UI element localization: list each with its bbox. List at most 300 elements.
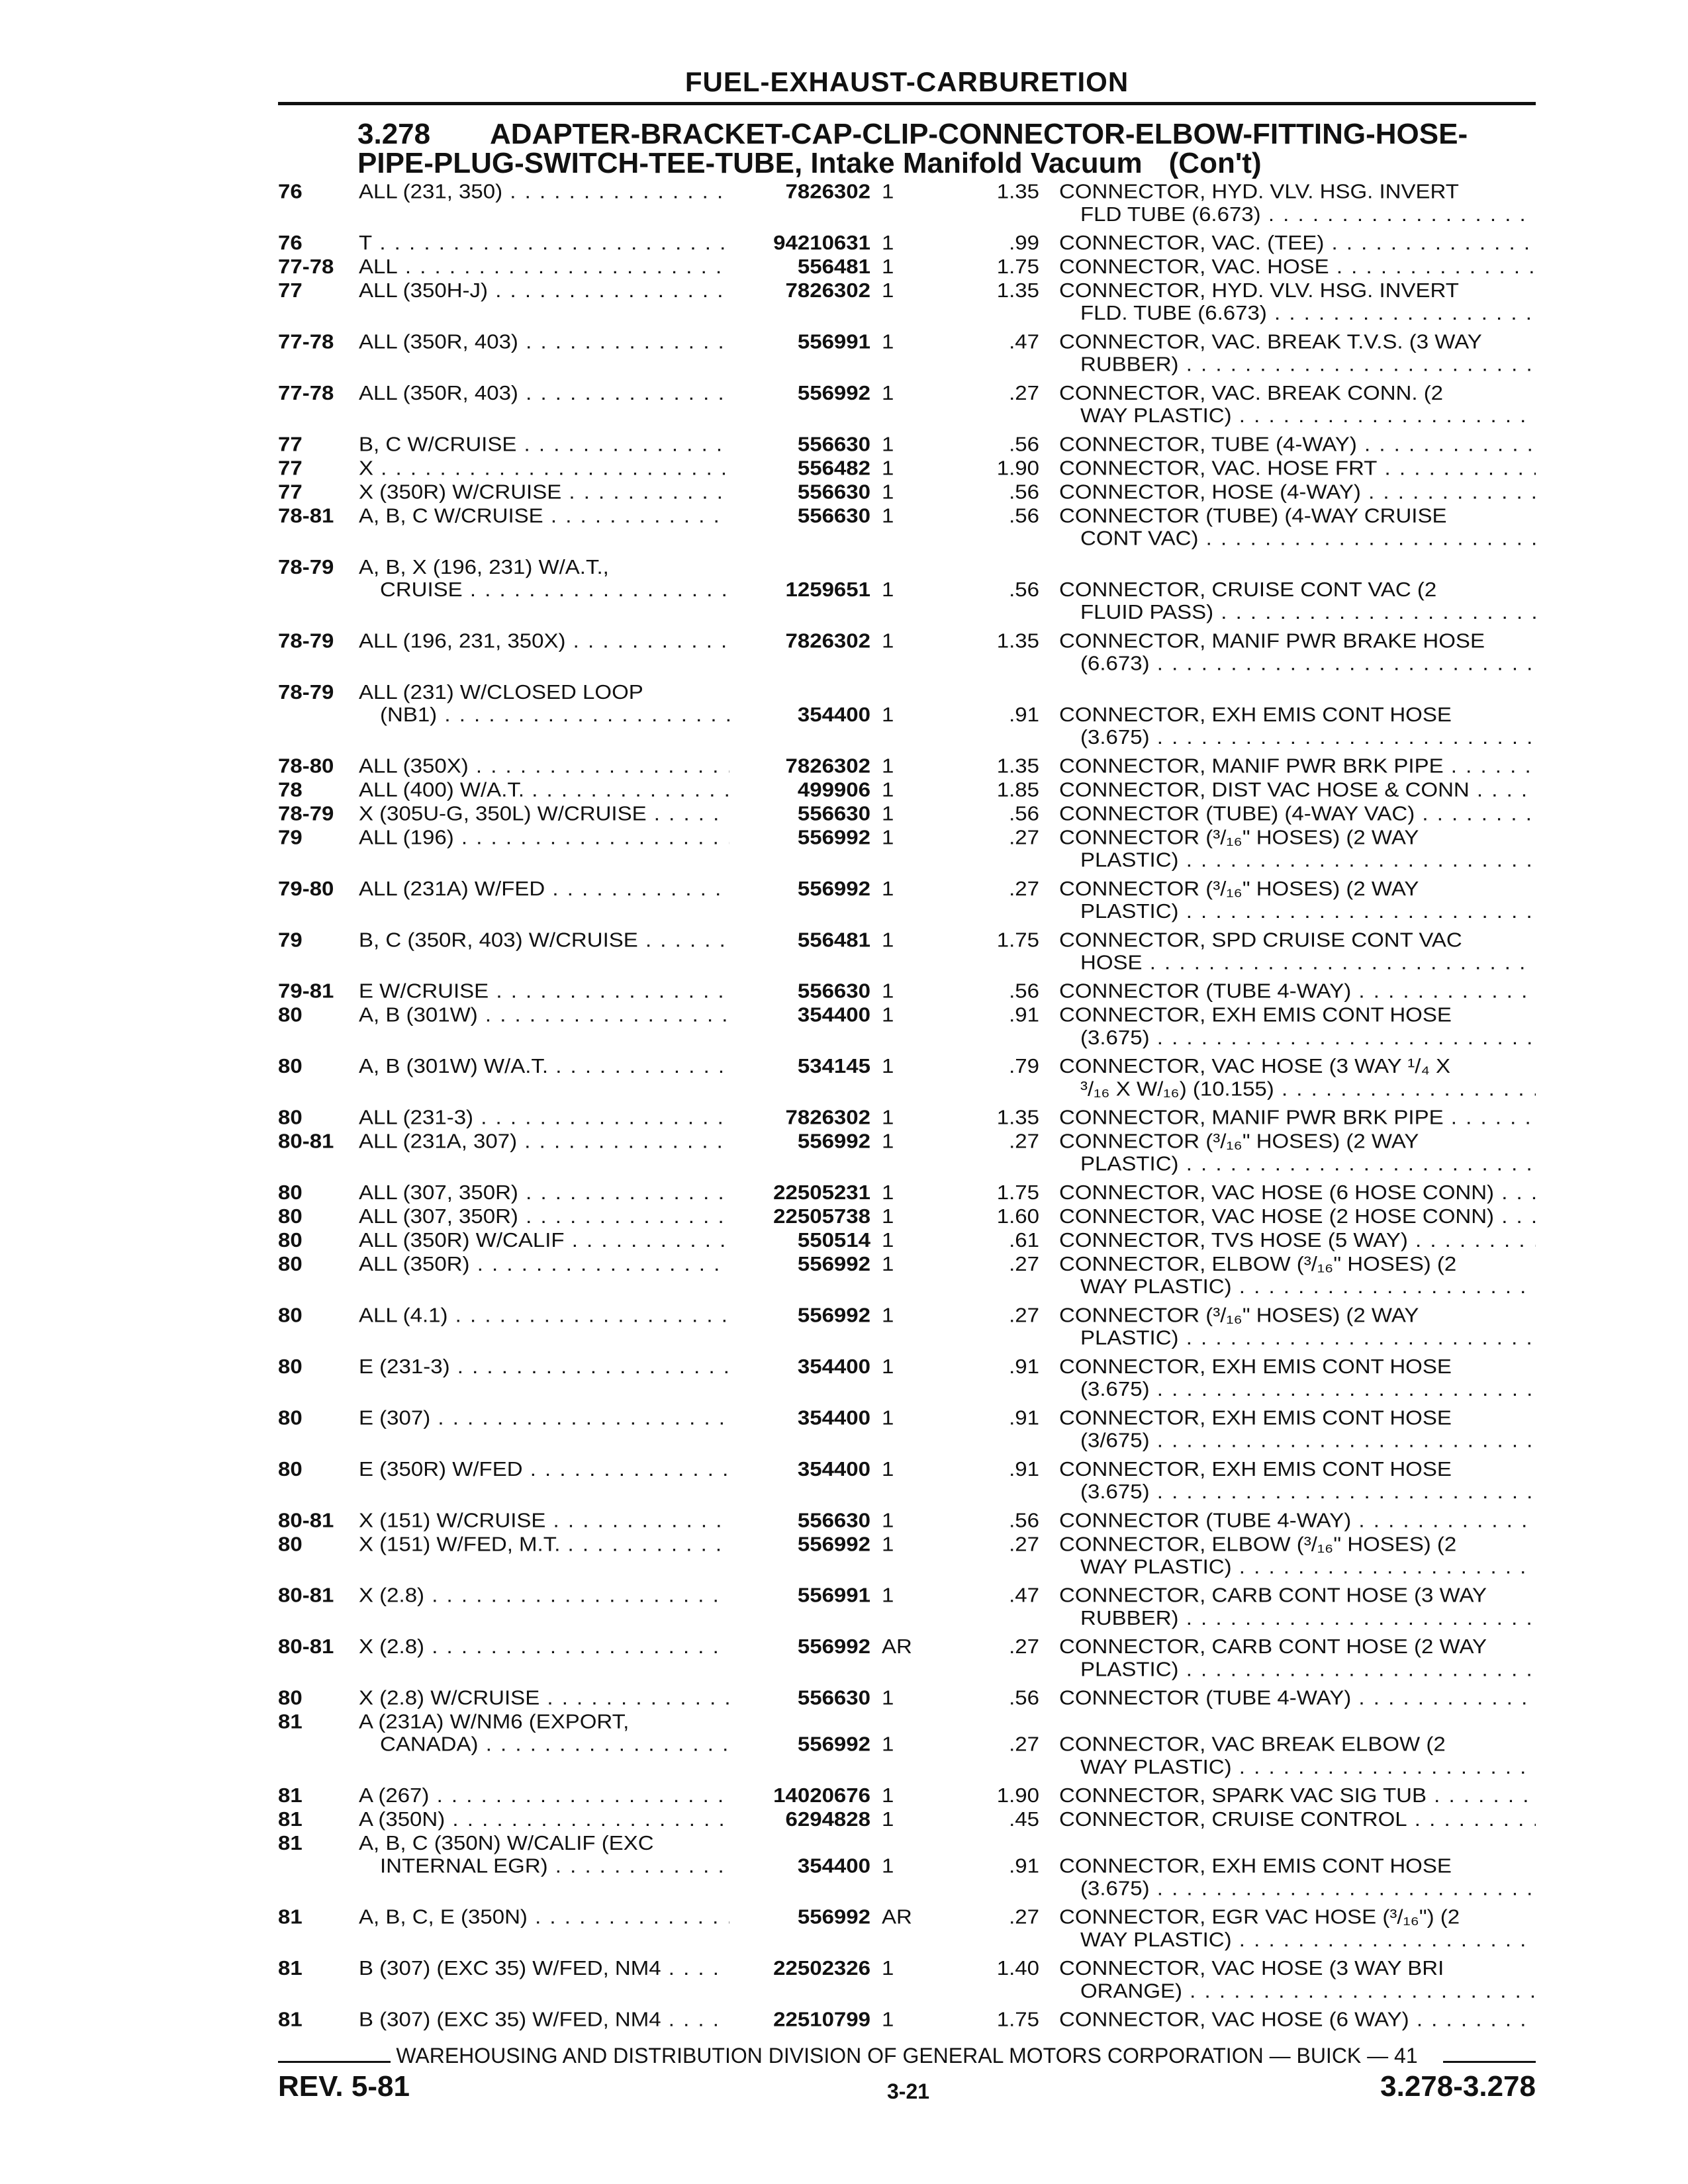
table-row [278, 1355, 1536, 1400]
description-line2: CONT VAC) . . . [1059, 527, 1536, 549]
price: .47 [1009, 330, 1039, 353]
description-line1: CONNECTOR (TUBE 4-WAY) . . . [1059, 1509, 1536, 1531]
table-row [278, 1252, 1536, 1297]
part-number: 7826302 [785, 279, 870, 302]
price: 1.75 [996, 1181, 1039, 1204]
year-cell: 81 [278, 1784, 303, 1807]
table-row [278, 754, 1536, 777]
description-line2: RUBBER) . . . [1059, 353, 1536, 375]
price: .27 [1009, 1129, 1039, 1153]
quantity: 1 [882, 504, 894, 527]
application-line1: X . . . [359, 457, 729, 479]
table-row [278, 1808, 1536, 1831]
quantity: 1 [882, 1355, 894, 1378]
application-line1: E (350R) W/FED . . . [359, 1457, 729, 1480]
application-line1: X (350R) W/CRUISE . . . [359, 480, 729, 503]
description-cell [1059, 1584, 1536, 1629]
year-cell: 80 [278, 1532, 303, 1555]
application-line1: E (307) . . . [359, 1406, 729, 1429]
description-line1: CONNECTOR, VAC HOSE (2 HOSE CONN) . . . [1059, 1205, 1536, 1227]
quantity: 1 [882, 754, 894, 777]
description-line1: CONNECTOR, HOSE (4-WAY) . . . [1059, 480, 1536, 503]
quantity: 1 [882, 778, 894, 801]
description-cell [1059, 1130, 1536, 1175]
description-line2: (6.673) . . . [1059, 652, 1536, 674]
year-cell: 78-80 [278, 754, 334, 777]
part-number: 556992 [797, 877, 870, 900]
price: .56 [1009, 1508, 1039, 1531]
description-cell [1059, 929, 1536, 974]
application-line1: ALL (196) . . . [359, 826, 729, 848]
description-cell [1059, 1355, 1536, 1400]
description-cell [1059, 877, 1536, 922]
year-cell: 81 [278, 1807, 303, 1831]
application-line1: ALL (231A, 307) . . . [359, 1130, 729, 1152]
quantity: 1 [882, 928, 894, 951]
description-line2: (3.675) . . . [1059, 1480, 1536, 1502]
year-cell: 80 [278, 1054, 303, 1077]
quantity: 1 [882, 1686, 894, 1709]
part-number: 556481 [797, 255, 870, 278]
price: .56 [1009, 432, 1039, 455]
description-line1: CONNECTOR, EXH EMIS CONT HOSE [1059, 703, 1452, 726]
table-row [278, 1406, 1536, 1451]
price: .47 [1009, 1584, 1039, 1607]
description-line2: (3.675) . . . [1059, 1026, 1536, 1048]
part-number: 556992 [797, 1733, 870, 1756]
table-row [278, 1831, 1536, 1899]
description-line1: CONNECTOR, VAC. BREAK T.V.S. (3 WAY [1059, 330, 1482, 353]
part-number: 556481 [797, 928, 870, 951]
quantity: 1 [882, 381, 894, 404]
footer-page-number: 3-21 [887, 2079, 930, 2103]
application-line1: X (151) W/CRUISE . . . [359, 1509, 729, 1531]
part-number: 550514 [797, 1228, 870, 1251]
price: .27 [1009, 381, 1039, 404]
quantity: 1 [882, 231, 894, 254]
year-cell: 81 [278, 2007, 303, 2031]
quantity: 1 [882, 825, 894, 848]
description-line1: CONNECTOR, VAC. BREAK CONN. (2 [1059, 381, 1444, 404]
part-number: 7826302 [785, 629, 870, 652]
application-line1: ALL (350H-J) . . . [359, 279, 729, 301]
price: 1.90 [996, 1784, 1039, 1807]
part-number: 22505738 [773, 1205, 870, 1228]
application-line1: E W/CRUISE . . . [359, 979, 729, 1002]
application-line1: ALL . . . [359, 255, 729, 277]
price: .27 [1009, 1635, 1039, 1658]
year-cell: 77 [278, 456, 303, 479]
section-heading [357, 118, 1468, 151]
application-line1: A, B, C (350N) W/CALIF (EXC [359, 1831, 654, 1854]
table-row [278, 1457, 1536, 1502]
table-row [278, 1228, 1536, 1251]
year-cell: 78-79 [278, 555, 334, 578]
application-line1: A, B, C W/CRUISE . . . [359, 504, 729, 527]
application-line1: ALL (307, 350R) . . . [359, 1205, 729, 1227]
description-line1: CONNECTOR, VAC. HOSE . . . [1059, 255, 1536, 277]
part-number: 354400 [797, 1406, 870, 1429]
part-number: 534145 [797, 1054, 870, 1077]
year-cell: 80 [278, 1355, 303, 1378]
quantity: 1 [882, 180, 894, 203]
description-cell [1059, 703, 1536, 748]
year-cell: 80-81 [278, 1635, 334, 1658]
price: .99 [1009, 231, 1039, 254]
quantity: 1 [882, 1733, 894, 1756]
price: .27 [1009, 1905, 1039, 1929]
application-line1: B (307) (EXC 35) W/FED, NM4 . . . [359, 1957, 729, 1979]
description-line1: CONNECTOR, TUBE (4-WAY) . . . [1059, 433, 1536, 455]
description-line2: WAY PLASTIC) . . . [1059, 1755, 1536, 1778]
year-cell: 81 [278, 1831, 303, 1854]
description-line2: ORANGE) . . . [1059, 1979, 1536, 2002]
application-line2: CANADA) . . . [359, 1733, 729, 1755]
part-number: 556992 [797, 1532, 870, 1555]
quantity: 1 [882, 703, 894, 726]
quantity: 1 [882, 1584, 894, 1607]
description-cell [1059, 2008, 1536, 2030]
table-row [278, 504, 1536, 549]
part-number: 354400 [797, 1457, 870, 1480]
description-line2: (3.675) . . . [1059, 1377, 1536, 1400]
section-number: 3.278 [357, 118, 431, 150]
description-cell [1059, 1808, 1536, 1831]
application-line1: ALL (307, 350R) . . . [359, 1181, 729, 1203]
application-line1: A, B, C, E (350N) . . . [359, 1905, 729, 1928]
part-number: 556630 [797, 1686, 870, 1709]
table-row [278, 457, 1536, 479]
application-line2: INTERNAL EGR) . . . [359, 1854, 729, 1877]
application-line1: X (305U-G, 350L) W/CRUISE . . . [359, 802, 729, 825]
application-line2: CRUISE . . . [359, 578, 729, 600]
page-title: FUEL-EXHAUST-CARBURETION [684, 66, 1129, 97]
description-cell [1059, 279, 1536, 324]
quantity: 1 [882, 1129, 894, 1153]
quantity: 1 [882, 2007, 894, 2031]
table-row [278, 1635, 1536, 1680]
price: .27 [1009, 1252, 1039, 1275]
application-line1: B, C W/CRUISE . . . [359, 433, 729, 455]
description-cell [1059, 457, 1536, 479]
table-row [278, 1957, 1536, 2002]
application-line1: A, B, X (196, 231) W/A.T., [359, 555, 609, 578]
footer-revision: REV. 5-81 [278, 2070, 410, 2103]
table-row [278, 480, 1536, 503]
price: .27 [1009, 1532, 1039, 1555]
description-line2: FLD TUBE (6.673) . . . [1059, 203, 1536, 225]
description-cell [1059, 754, 1536, 777]
description-line1: CONNECTOR, EXH EMIS CONT HOSE [1059, 1003, 1452, 1026]
description-line1: CONNECTOR, VAC HOSE (6 HOSE CONN) . . . [1059, 1181, 1536, 1203]
description-line1: CONNECTOR, CARB CONT HOSE (3 WAY [1059, 1584, 1487, 1607]
description-line1: CONNECTOR, VAC HOSE (3 WAY ¹/₄ X [1059, 1054, 1451, 1077]
description-cell [1059, 1784, 1536, 1807]
application-line1: E (231-3) . . . [359, 1355, 729, 1377]
price: .61 [1009, 1228, 1039, 1251]
year-cell: 78-79 [278, 629, 334, 652]
part-number: 556992 [797, 381, 870, 404]
description-cell [1059, 480, 1536, 503]
description-line1: CONNECTOR, EXH EMIS CONT HOSE [1059, 1457, 1452, 1480]
description-cell [1059, 330, 1536, 375]
description-line1: CONNECTOR, CRUISE CONT VAC (2 [1059, 578, 1437, 601]
price: 1.75 [996, 2007, 1039, 2031]
description-cell [1059, 433, 1536, 455]
application-line1: A (231A) W/NM6 (EXPORT, [359, 1709, 630, 1733]
description-cell [1059, 1457, 1536, 1502]
quantity: 1 [882, 1406, 894, 1429]
table-row [278, 1686, 1536, 1709]
description-line1: CONNECTOR, EGR VAC HOSE (³/₁₆") (2 [1059, 1905, 1460, 1929]
part-number: 556991 [797, 1584, 870, 1607]
year-cell: 80 [278, 1003, 303, 1026]
price: .27 [1009, 1303, 1039, 1326]
table-row [278, 826, 1536, 871]
price: .79 [1009, 1054, 1039, 1077]
description-cell [1059, 231, 1536, 253]
price: .91 [1009, 1457, 1039, 1480]
description-line2: PLASTIC) . . . [1059, 1152, 1536, 1175]
quantity: 1 [882, 1854, 894, 1877]
price: .27 [1009, 877, 1039, 900]
year-cell: 81 [278, 1709, 303, 1733]
table-row [278, 802, 1536, 825]
part-number: 556630 [797, 480, 870, 503]
description-cell [1059, 1733, 1536, 1778]
description-cell [1059, 1181, 1536, 1203]
description-line1: CONNECTOR, MANIF PWR BRK PIPE . . . [1059, 754, 1536, 777]
description-line1: CONNECTOR (TUBE) (4-WAY CRUISE [1059, 504, 1447, 527]
description-line1: CONNECTOR, VAC HOSE (6 WAY) . . . [1059, 2008, 1536, 2030]
quantity: 1 [882, 456, 894, 479]
description-cell [1059, 1252, 1536, 1297]
part-number: 1259651 [785, 578, 870, 601]
footer-rule-left [278, 2061, 391, 2063]
description-line1: CONNECTOR, EXH EMIS CONT HOSE [1059, 1406, 1452, 1429]
application-line1: ALL (350R, 403) . . . [359, 381, 729, 404]
table-row [278, 2008, 1536, 2030]
continued-label: (Con't) [1168, 147, 1262, 179]
application-line1: ALL (350R) W/CALIF . . . [359, 1228, 729, 1251]
table-row [278, 1055, 1536, 1100]
table-row [278, 929, 1536, 974]
description-line1: CONNECTOR, VAC HOSE (3 WAY BRI [1059, 1956, 1444, 1979]
section-title-line1: ADAPTER-BRACKET-CAP-CLIP-CONNECTOR-ELBOW-FITTING-HOSE- [490, 118, 1468, 150]
year-cell: 80 [278, 1406, 303, 1429]
price: 1.90 [996, 456, 1039, 479]
description-cell [1059, 1686, 1536, 1709]
application-line1: ALL (231-3) . . . [359, 1106, 729, 1128]
application-line1: ALL (231, 350) . . . [359, 180, 729, 203]
table-row [278, 1584, 1536, 1629]
table-row [278, 1784, 1536, 1807]
description-line2: WAY PLASTIC) . . . [1059, 404, 1536, 426]
description-cell [1059, 1635, 1536, 1680]
price: .56 [1009, 801, 1039, 825]
table-row [278, 433, 1536, 455]
description-cell [1059, 381, 1536, 426]
description-line2: WAY PLASTIC) . . . [1059, 1275, 1536, 1297]
footer-section-ref: 3.278-3.278 [1380, 2070, 1536, 2103]
application-line1: X (151) W/FED, M.T. . . . [359, 1533, 729, 1555]
year-cell: 77-78 [278, 381, 334, 404]
description-line2: WAY PLASTIC) . . . [1059, 1928, 1536, 1950]
price: .27 [1009, 1733, 1039, 1756]
part-number: 22510799 [773, 2007, 870, 2031]
year-cell: 78-79 [278, 801, 334, 825]
table-row [278, 1181, 1536, 1203]
year-cell: 79-81 [278, 979, 334, 1003]
price: 1.35 [996, 1105, 1039, 1129]
table-row [278, 555, 1536, 623]
description-line2: (3.675) . . . [1059, 725, 1536, 748]
table-row [278, 1130, 1536, 1175]
quantity: 1 [882, 629, 894, 652]
price: .91 [1009, 703, 1039, 726]
quantity: 1 [882, 1508, 894, 1531]
description-line1: CONNECTOR, VAC. (TEE) . . . [1059, 231, 1536, 253]
description-cell [1059, 1003, 1536, 1048]
price: .45 [1009, 1807, 1039, 1831]
description-line1: CONNECTOR, ELBOW (³/₁₆" HOSES) (2 [1059, 1532, 1457, 1555]
part-number: 22502326 [773, 1956, 870, 1979]
quantity: 1 [882, 330, 894, 353]
year-cell: 80 [278, 1205, 303, 1228]
year-cell: 80 [278, 1303, 303, 1326]
description-line1: CONNECTOR (³/₁₆" HOSES) (2 WAY [1059, 1303, 1419, 1326]
quantity: 1 [882, 1956, 894, 1979]
part-number: 94210631 [773, 231, 870, 254]
year-cell: 78-79 [278, 680, 334, 704]
price: 1.35 [996, 754, 1039, 777]
price: 1.35 [996, 180, 1039, 203]
description-cell [1059, 1106, 1536, 1128]
description-line1: CONNECTOR, DIST VAC HOSE & CONN . . . [1059, 778, 1536, 801]
quantity: 1 [882, 1252, 894, 1275]
description-cell [1059, 802, 1536, 825]
application-line1: B (307) (EXC 35) W/FED, NM4 . . . [359, 2008, 729, 2030]
year-cell: 81 [278, 1905, 303, 1929]
price: 1.75 [996, 255, 1039, 278]
quantity: 1 [882, 578, 894, 601]
quantity: 1 [882, 1003, 894, 1026]
section-title-line2: PIPE-PLUG-SWITCH-TEE-TUBE, Intake Manifold Vacuum [357, 147, 1143, 179]
application-line1: A, B (301W) W/A.T. . . . [359, 1055, 729, 1077]
part-number: 556992 [797, 1635, 870, 1658]
year-cell: 78 [278, 778, 303, 801]
application-line1: ALL (196, 231, 350X) . . . [359, 629, 729, 652]
quantity: 1 [882, 432, 894, 455]
description-line2: (3/675) . . . [1059, 1429, 1536, 1451]
table-row [278, 279, 1536, 324]
description-cell [1059, 1205, 1536, 1227]
year-cell: 77 [278, 480, 303, 503]
price: 1.35 [996, 279, 1039, 302]
part-number: 6294828 [785, 1807, 870, 1831]
description-cell [1059, 504, 1536, 549]
application-line1: ALL (350R) . . . [359, 1252, 729, 1275]
description-line1: CONNECTOR, SPD CRUISE CONT VAC [1059, 928, 1462, 951]
header-rule [278, 102, 1536, 105]
year-cell: 80-81 [278, 1584, 334, 1607]
description-line2: RUBBER) . . . [1059, 1606, 1536, 1629]
application-line1: X (2.8) . . . [359, 1584, 729, 1606]
quantity: 1 [882, 801, 894, 825]
quantity: 1 [882, 877, 894, 900]
table-row [278, 255, 1536, 277]
description-line1: CONNECTOR, TVS HOSE (5 WAY) . . . [1059, 1228, 1536, 1251]
description-line1: CONNECTOR (TUBE) (4-WAY VAC) . . . [1059, 802, 1536, 825]
price: .56 [1009, 504, 1039, 527]
year-cell: 79-80 [278, 877, 334, 900]
description-cell [1059, 1406, 1536, 1451]
description-cell [1059, 578, 1536, 623]
price: .91 [1009, 1854, 1039, 1877]
year-cell: 78-81 [278, 504, 334, 527]
description-line1: CONNECTOR, EXH EMIS CONT HOSE [1059, 1854, 1452, 1877]
price: .56 [1009, 1686, 1039, 1709]
year-cell: 80 [278, 1181, 303, 1204]
table-row [278, 180, 1536, 225]
application-line1: T . . . [359, 231, 729, 253]
price: .27 [1009, 825, 1039, 848]
application-line1: ALL (350R, 403) . . . [359, 330, 729, 353]
table-row [278, 1710, 1536, 1778]
year-cell: 80 [278, 1228, 303, 1251]
part-number: 556630 [797, 432, 870, 455]
description-cell [1059, 1228, 1536, 1251]
quantity: AR [882, 1635, 912, 1658]
quantity: 1 [882, 480, 894, 503]
quantity: 1 [882, 1457, 894, 1480]
quantity: 1 [882, 1205, 894, 1228]
description-line1: CONNECTOR, CRUISE CONTROL . . . [1059, 1808, 1536, 1831]
application-line1: X (2.8) . . . [359, 1635, 729, 1658]
price: 1.35 [996, 629, 1039, 652]
price: .56 [1009, 578, 1039, 601]
description-cell [1059, 1533, 1536, 1578]
quantity: 1 [882, 1807, 894, 1831]
application-line1: ALL (231) W/CLOSED LOOP [359, 680, 643, 704]
description-line1: CONNECTOR, VAC BREAK ELBOW (2 [1059, 1733, 1446, 1756]
description-line2: FLUID PASS) . . . [1059, 600, 1536, 623]
part-number: 556630 [797, 1508, 870, 1531]
part-number: 7826302 [785, 754, 870, 777]
quantity: 1 [882, 1784, 894, 1807]
year-cell: 77 [278, 279, 303, 302]
application-line1: ALL (400) W/A.T. . . . [359, 778, 729, 801]
part-number: 354400 [797, 1355, 870, 1378]
price: 1.85 [996, 778, 1039, 801]
parts-list [278, 180, 1536, 2032]
price: 1.75 [996, 928, 1039, 951]
description-line2: PLASTIC) . . . [1059, 1658, 1536, 1680]
description-cell [1059, 1509, 1536, 1531]
description-line1: CONNECTOR, HYD. VLV. HSG. INVERT [1059, 279, 1459, 302]
description-line2: (3.675) . . . [1059, 1877, 1536, 1899]
description-line2: PLASTIC) . . . [1059, 1326, 1536, 1349]
part-number: 499906 [797, 778, 870, 801]
year-cell: 80-81 [278, 1508, 334, 1531]
application-line1: A (350N) . . . [359, 1808, 729, 1831]
description-line1: CONNECTOR, VAC. HOSE FRT . . . [1059, 457, 1536, 479]
year-cell: 80-81 [278, 1129, 334, 1153]
description-line1: CONNECTOR (³/₁₆" HOSES) (2 WAY [1059, 877, 1419, 900]
year-cell: 80 [278, 1252, 303, 1275]
description-line2: HOSE . . . [1059, 951, 1536, 974]
table-row [278, 1509, 1536, 1531]
